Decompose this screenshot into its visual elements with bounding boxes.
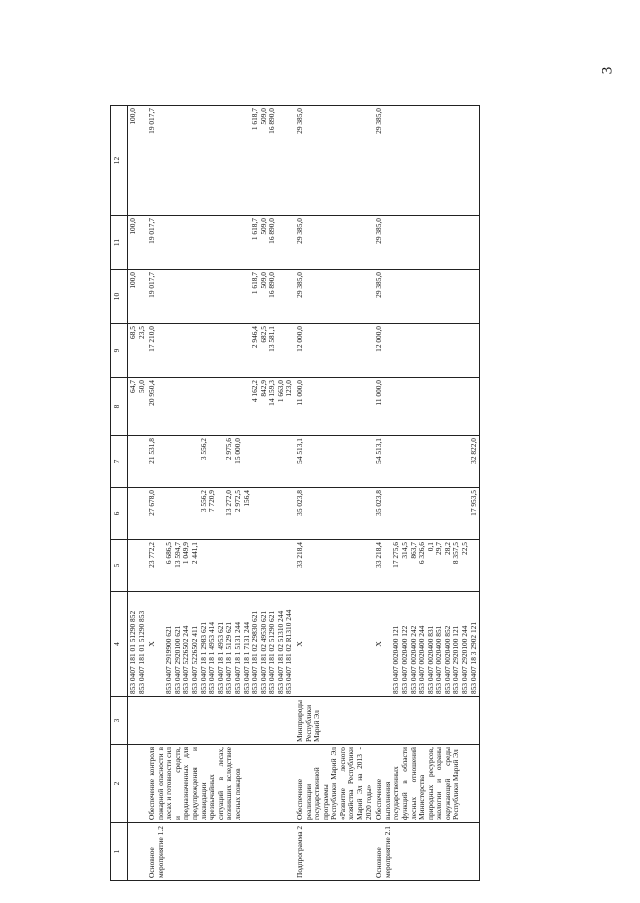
cell-value: 853 0407 5226502 411 [190,625,200,694]
column-header-8: 8 [111,378,128,436]
cell-value [182,438,191,485]
cell-value: 54 513,1 [294,438,304,464]
cell-value [174,490,183,537]
cell-value [234,380,243,433]
cell-value [225,326,234,375]
cell-value [165,326,174,375]
cell-col-4 [374,592,479,697]
cell-value [200,218,209,267]
cell-value [418,490,427,537]
cell-value [225,218,234,267]
cell-value: 35 023,8 [294,490,304,516]
cell-value [208,438,217,485]
cell-col-12 [147,106,295,216]
table-row [128,106,148,881]
cell-col-7 [374,436,479,488]
cell-value: 1 618,7 [250,272,260,295]
cell-value: 16 890,0 [267,272,277,298]
column-header-6: 6 [111,488,128,540]
cell-value: 1 049,9 [181,542,191,565]
cell-value: 853 0407 0020400 852 [442,625,452,694]
cell-value [401,490,410,537]
cell-value [165,438,174,485]
cell-value [225,272,234,321]
cell-value [157,438,166,485]
cell-value [165,108,174,213]
cell-value: 0,1 [425,542,435,552]
cell-value: 123,0 [284,380,294,397]
cell-value: 4 162,2 [250,380,260,403]
cell-col-8 [128,378,148,436]
column-header-1: 1 [111,823,128,881]
cell-col-3 [374,697,479,745]
cell-value: 13 594,7 [172,542,182,568]
cell-value [182,108,191,213]
cell-value: 2 972,5 [232,490,242,513]
cell-value: 13 581,1 [267,326,277,352]
cell-col-6 [128,488,148,540]
cell-value: 29 385,0 [294,272,304,298]
column-header-3: 3 [111,697,128,745]
cell-value: 853 0407 0020400 244 [417,625,427,694]
cell-value: 853 0407 18 1 7131 244 [241,621,251,694]
table-row [374,106,479,881]
page-number: 3 [599,66,616,75]
cell-value [392,438,401,485]
cell-value [234,326,243,375]
cell-value: 11 000,0 [374,380,384,406]
cell-col-1: Подпрограмма 2 [295,823,374,881]
cell-value [174,272,183,321]
cell-col-9 [128,324,148,378]
cell-value [234,218,243,267]
cell-col-8 [147,378,295,436]
cell-value: 29,7 [434,542,444,555]
cell-value [217,218,226,267]
cell-value [452,438,461,485]
cell-col-11 [374,216,479,270]
cell-value [174,380,183,433]
rotated-table-area [110,106,615,881]
cell-col-7 [147,436,295,488]
cell-value: 6 326,6 [417,542,427,565]
cell-value: 68,5 [128,326,137,339]
cell-col-1: Основное мероприятие 2.1 [374,823,479,881]
cell-value: 853 0407 181 02 29830 621 [250,610,260,694]
cell-value: 853 0407 181 02 51290 621 [267,610,277,694]
cell-value: 509,0 [258,272,268,289]
cell-value: 17 210,0 [147,326,157,352]
cell-value [217,380,226,433]
cell-value [234,272,243,321]
cell-value [174,326,183,375]
cell-value: 23 772,2 [147,542,157,568]
cell-value [208,272,217,321]
cell-value: 1 663,0 [275,380,285,403]
cell-value [401,438,410,485]
cell-value [208,380,217,433]
table-row [147,106,295,881]
cell-value: 32 822,0 [468,438,478,464]
cell-value: 853 0407 2920100 244 [459,625,469,694]
cell-col-4 [147,592,295,697]
cell-value: 853 0407 181 01 51290 852 [128,610,137,694]
cell-col-10 [295,270,374,324]
cell-value: 23,5 [136,326,146,339]
cell-value: 853 0407 2919900 621 [164,625,174,694]
cell-value [200,272,209,321]
cell-value [191,272,200,321]
cell-col-3 [128,697,148,745]
cell-value [200,326,209,375]
cell-value [392,490,401,537]
cell-value [191,326,200,375]
cell-value: 509,0 [258,218,268,235]
cell-value: 853 0407 181 02 51310 244 [275,610,285,694]
column-header-10: 10 [111,270,128,324]
cell-value: 156,4 [241,490,251,507]
cell-value: 2 975,6 [224,438,234,461]
cell-value [174,218,183,267]
cell-col-9 [295,324,374,378]
table-body [128,106,480,881]
column-header-9: 9 [111,324,128,378]
cell-value: 3 556,2 [198,490,208,513]
cell-value: 2 946,4 [250,326,260,349]
cell-value [208,218,217,267]
cell-col-10 [128,270,148,324]
cell-value: 1 618,7 [250,218,260,241]
cell-col-11 [128,216,148,270]
cell-value [191,108,200,213]
cell-value: 54 513,1 [374,438,384,464]
cell-col-6 [295,488,374,540]
cell-value: 853 0407 2920100 621 [172,625,182,694]
cell-value: 853 0407 0020400 121 [391,625,401,694]
cell-col-5 [295,540,374,592]
cell-value: 11 000,0 [294,380,304,406]
cell-col-9 [374,324,479,378]
budget-table [110,105,480,881]
cell-value [435,438,444,485]
cell-value [157,272,166,321]
cell-value: 853 0407 181 02 49530 621 [258,610,268,694]
cell-value: 100,0 [128,218,137,235]
cell-col-5 [147,540,295,592]
cell-value: 853 0407 18 1 4953 621 [215,621,225,694]
cell-value: 35 023,8 [374,490,384,516]
cell-value [174,438,183,485]
cell-value [182,326,191,375]
cell-col-10 [374,270,479,324]
cell-value: 682,5 [258,326,268,343]
cell-value: 853 0407 0020400 831 [425,625,435,694]
cell-value [182,380,191,433]
column-header-4: 4 [111,592,128,697]
cell-value: 33 218,4 [374,542,384,568]
cell-value [452,490,461,537]
cell-value [208,108,217,213]
cell-value: 853 0407 18 1 2983 621 [198,621,208,694]
cell-value: 19 017,7 [147,108,157,134]
cell-value: 19 017,7 [147,272,157,298]
cell-value: 7 720,9 [207,490,217,513]
cell-value [217,326,226,375]
cell-value: 21 531,8 [147,438,157,464]
cell-value: 314,5 [399,542,409,559]
column-header-5: 5 [111,540,128,592]
cell-value [410,490,419,537]
cell-col-4 [128,592,148,697]
cell-value: 29 385,0 [374,108,384,134]
cell-value: 29 385,0 [374,218,384,244]
cell-value: 853 0407 181 01 51290 853 [136,610,146,694]
cell-value [182,490,191,537]
cell-value: 12 000,0 [294,326,304,352]
cell-value: 853 0407 5226502 244 [181,625,191,694]
cell-value: 22,5 [459,542,469,555]
cell-col-6 [374,488,479,540]
cell-col-8 [374,378,479,436]
cell-value: 853 0407 18 1 5129 621 [224,621,234,694]
cell-value [191,218,200,267]
cell-col-2 [128,745,148,823]
cell-col-4 [295,592,374,697]
cell-value: 33 218,4 [294,542,304,568]
cell-value [157,490,166,537]
cell-value: 17 953,5 [468,490,478,516]
cell-value: 853 0407 18 1 4953 414 [207,621,217,694]
cell-col-11 [147,216,295,270]
cell-value: 853 0407 18 3 2902 121 [468,621,478,694]
cell-value: 100,0 [128,272,137,289]
cell-value [174,108,183,213]
cell-value [182,272,191,321]
cell-col-5 [128,540,148,592]
cell-value [157,218,166,267]
cell-col-1 [128,823,148,881]
cell-col-1: Основное мероприятие 1.2 [147,823,295,881]
cell-value: 2 441,1 [190,542,200,565]
cell-value: 6 686,5 [164,542,174,565]
cell-value: 842,9 [258,380,268,397]
cell-value [225,108,234,213]
cell-value: 853 0407 0020400 122 [399,625,409,694]
cell-col-9 [147,324,295,378]
cell-value: 853 0407 181 02 R1310 244 [284,609,294,694]
cell-value [191,380,200,433]
cell-value: 853 0407 2920100 121 [451,625,461,694]
cell-col-11 [295,216,374,270]
cell-value: 17 275,6 [391,542,401,568]
cell-value: 13 272,0 [224,490,234,516]
cell-value: 853 0407 0020400 851 [434,625,444,694]
cell-col-12 [295,106,374,216]
cell-col-5 [374,540,479,592]
cell-value [444,438,453,485]
cell-value: 853 0407 0020400 242 [408,625,418,694]
column-header-7: 7 [111,436,128,488]
cell-value [182,218,191,267]
column-header-11: 11 [111,216,128,270]
cell-value [165,272,174,321]
cell-value: 29 385,0 [294,218,304,244]
table-row [295,106,374,881]
cell-value: 16 890,0 [267,108,277,134]
cell-value [217,108,226,213]
cell-value [427,438,436,485]
cell-value [200,108,209,213]
cell-value: X [374,641,384,647]
cell-value: 14 159,3 [267,380,277,406]
column-header-2: 2 [111,745,128,823]
header-row [111,106,128,881]
cell-value: 28,2 [442,542,452,555]
cell-value: 20 950,4 [147,380,157,406]
cell-value [157,380,166,433]
cell-col-2: Обеспечение контроля пожарной опасности в лесах и готовности сил и средств, предназначенных для предупреждения и ликвидации чрезвычайных ситуаций в лесах, возникших вследствие лесных пожаров [147,745,295,823]
cell-value [165,490,174,537]
cell-col-3: Минприроды Республики Марий Эл [295,697,374,745]
cell-value: 3 556,2 [198,438,208,461]
cell-value: 863,7 [408,542,418,559]
cell-col-3 [147,697,295,745]
cell-value [444,490,453,537]
cell-value: 64,7 [128,380,137,393]
cell-value: 100,0 [128,108,137,125]
cell-value: 15 000,0 [232,438,242,464]
cell-col-12 [374,106,479,216]
cell-value: 19 017,7 [147,218,157,244]
cell-value: 509,0 [258,108,268,125]
cell-value: 853 0407 18 1 5131 244 [232,621,242,694]
cell-col-8 [295,378,374,436]
cell-col-10 [147,270,295,324]
cell-col-7 [295,436,374,488]
cell-value: 29 385,0 [294,108,304,134]
cell-value [165,218,174,267]
cell-value [217,272,226,321]
cell-value: 8 357,5 [451,542,461,565]
cell-col-12 [128,106,148,216]
cell-value: 16 890,0 [267,218,277,244]
cell-value [225,380,234,433]
cell-value: 50,0 [136,380,146,393]
cell-col-7 [128,436,148,488]
cell-value [200,380,209,433]
cell-value [435,490,444,537]
cell-value [384,490,393,537]
cell-value: 12 000,0 [374,326,384,352]
cell-value [410,438,419,485]
cell-col-2: Обеспечение выполнения государственных функций в области лесных отношений Министерства природных ресурсов, экологии и охраны окружающей среды Республики Марий Эл [374,745,479,823]
cell-value: X [147,641,157,647]
cell-value [157,326,166,375]
cell-col-2: Обеспечение реализации государственной программы Республики Марий Эл «Развитие лесного хозяйства Республики Марий Эл на 2013 - 2020 годы» [295,745,374,823]
column-header-12: 12 [111,106,128,216]
cell-value: 29 385,0 [374,272,384,298]
cell-value: 27 678,0 [147,490,157,516]
cell-value: X [294,641,304,647]
cell-value: 1 618,7 [250,108,260,131]
cell-value [418,438,427,485]
cell-value [384,438,393,485]
cell-value [427,490,436,537]
cell-col-6 [147,488,295,540]
cell-value [165,380,174,433]
cell-value [157,108,166,213]
cell-value [234,108,243,213]
cell-value [208,326,217,375]
